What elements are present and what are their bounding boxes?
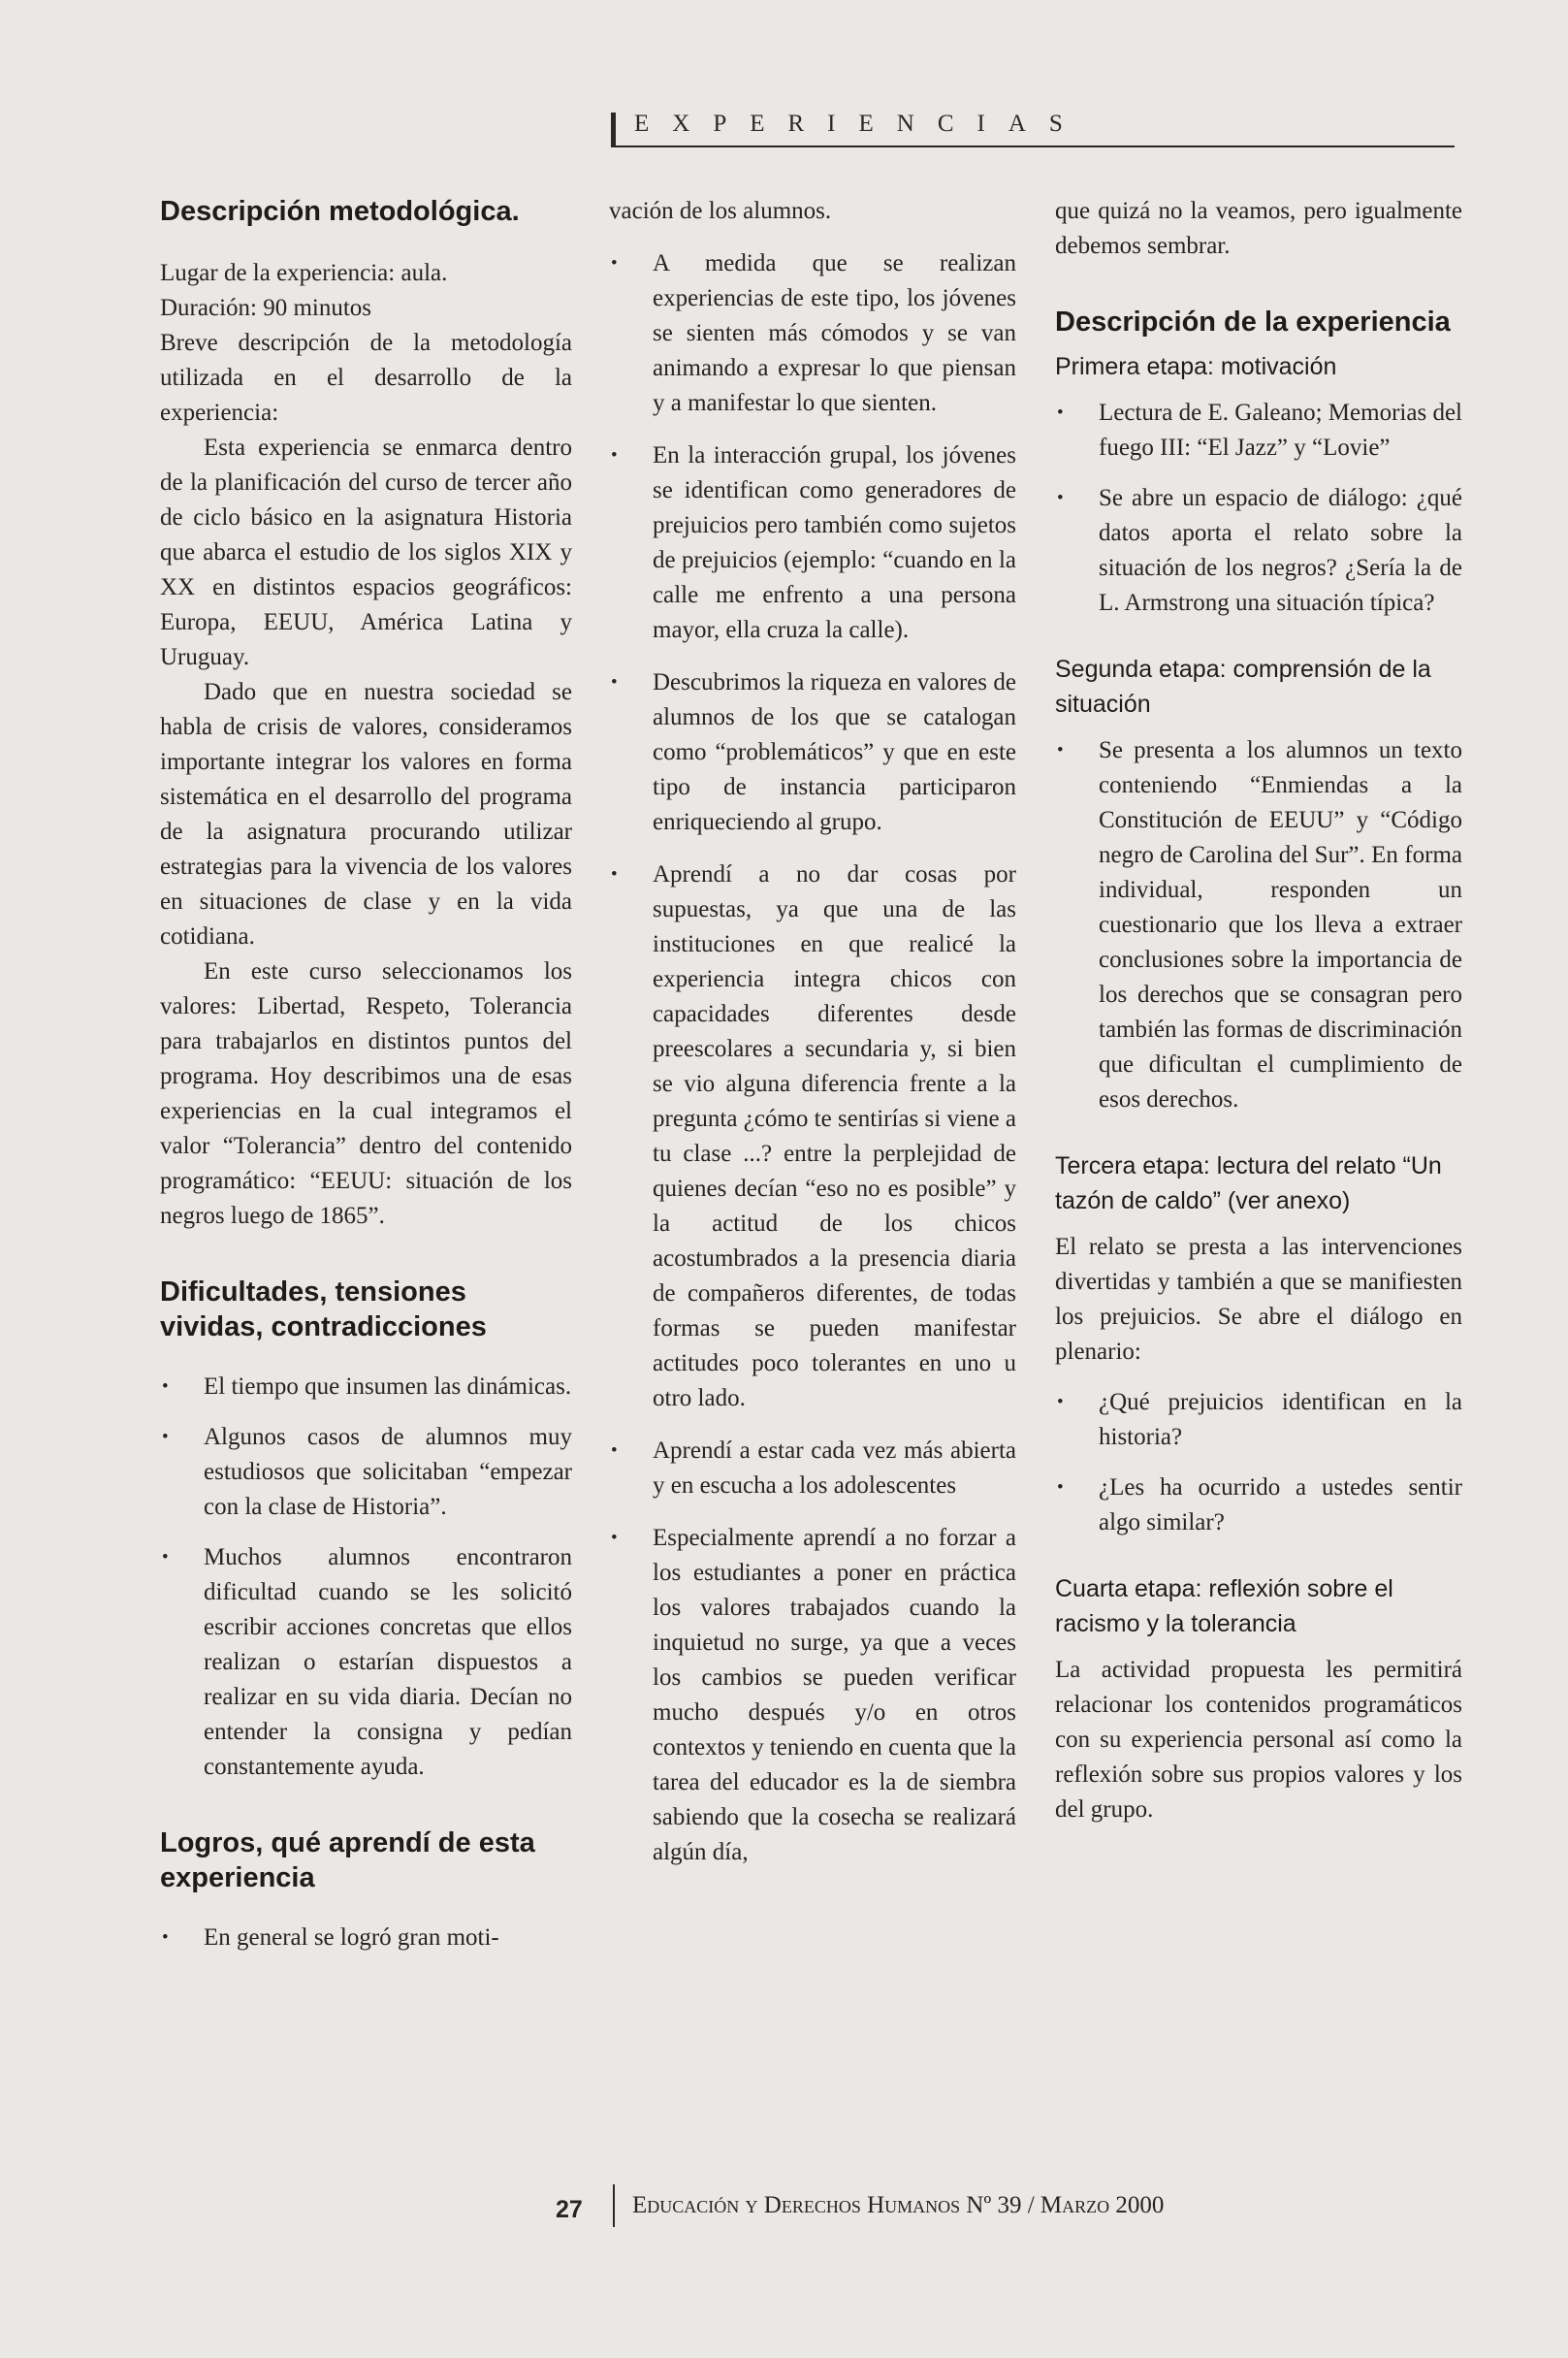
meta-duracion: Duración: 90 minutos bbox=[160, 295, 372, 321]
heading-dificultades: Dificultades, tensiones vividas, contradicciones bbox=[160, 1276, 487, 1342]
stage-2-title: Segunda etapa: comprensión de la situación bbox=[1055, 656, 1431, 718]
stage-1-list bbox=[1055, 396, 1462, 621]
meta-lugar: Lugar de la experiencia: aula. bbox=[160, 260, 448, 286]
list-item: • A medida que se realizan experiencias de este tipo, los jóvenes se sienten más cómodos y se van animando a expresar lo que piensan y a manifestar lo que sienten. bbox=[609, 246, 1016, 421]
list-item: • Aprendí a no dar cosas por supuestas, ya que una de las instituciones en que realicé la experiencia integra chicos con capacidades diferentes desde preescolares a secundaria y, si bien se vio alguna diferencia frente a la pregunta ¿cómo te sentirías si viene a tu clase ...? entre la perplejidad de quienes decían “eso no es posible” y la actitud de los chicos acostumbrados a la presencia diaria de compañeros diferentes, de todas formas se pueden manifestar actitudes poco tolerantes en uno u otro lado. bbox=[609, 857, 1016, 1416]
achievements-list bbox=[160, 1921, 572, 1955]
stage-3-list bbox=[1055, 1385, 1462, 1540]
stage-1-title: Primera etapa: motivación bbox=[1055, 353, 1337, 380]
heading-descripcion-experiencia: Descripción de la experiencia bbox=[1055, 307, 1451, 338]
list-item: • El tiempo que insumen las dinámicas. bbox=[160, 1370, 572, 1405]
column-1 bbox=[160, 194, 572, 1955]
list-item: • Algunos casos de alumnos muy estudiosos que solicitaban “empezar con la clase de Historia”. bbox=[160, 1420, 572, 1525]
difficulties-list bbox=[160, 1370, 572, 1785]
list-item: • Muchos alumnos encontraron dificultad cuando se les solicitó escribir acciones concretas que ellos realizan o estarían dispuestos a realizar en su vida diaria. Decían no entender la consigna y pedían constantemente ayuda. bbox=[160, 1540, 572, 1785]
stage-3-text: El relato se presta a las intervenciones divertidas y también a que se manifiesten los prejuicios. Se abre el diálogo en plenario: bbox=[1055, 1234, 1462, 1365]
meta-breve-descripcion: Breve descripción de la metodología utilizada en el desarrollo de la experiencia: bbox=[160, 330, 572, 426]
list-item: • Especialmente aprendí a no forzar a los estudiantes a poner en práctica los valores trabajados cuando la inquietud no surge, ya que a veces los cambios se pueden verificar mucho después y/o en otros contextos y teniendo en cuenta que la tarea del educador es la de siembra sabiendo que la cosecha se realizará algún día, bbox=[609, 1521, 1016, 1870]
column-3 bbox=[1055, 194, 1462, 1827]
paragraph: En este curso seleccionamos los valores: Libertad, Respeto, Tolerancia para trabajarlos en distintos puntos del programa. Hoy describimos una de esas experiencias en la cual integramos el valor “Tolerancia” dentro del contenido programático: “EEUU: situación de los negros luego de 1865”. bbox=[160, 958, 572, 1229]
stage-4-title: Cuarta etapa: reflexión sobre el racismo y la tolerancia bbox=[1055, 1575, 1393, 1637]
list-item: • Se abre un espacio de diálogo: ¿qué datos aporta el relato sobre la situación de los negros? ¿Sería la de L. Armstrong una situación típica? bbox=[1055, 481, 1462, 621]
header-rule-mark bbox=[611, 113, 616, 147]
footer-divider bbox=[613, 2184, 615, 2227]
column-2 bbox=[609, 194, 1016, 1870]
stage-3-title: Tercera etapa: lectura del relato “Un tazón de caldo” (ver anexo) bbox=[1055, 1152, 1442, 1214]
achievements-list-continued bbox=[609, 246, 1016, 1870]
list-item: • Descubrimos la riqueza en valores de alumnos de los que se catalogan como “problemáticos” y que en este tipo de instancia participaron enriqueciendo al grupo. bbox=[609, 665, 1016, 840]
list-item: • Aprendí a estar cada vez más abierta y en escucha a los adolescentes bbox=[609, 1434, 1016, 1503]
list-item: • En la interacción grupal, los jóvenes se identifican como generadores de prejuicios pero también como sujetos de prejuicios (ejemplo: “cuando en la calle me enfrento a una persona mayor, ella cruza la calle). bbox=[609, 438, 1016, 648]
list-item: • En general se logró gran moti- bbox=[160, 1921, 572, 1955]
heading-logros: Logros, qué aprendí de esta experiencia bbox=[160, 1827, 535, 1893]
continued-text: que quizá no la veamos, pero igualmente debemos sembrar. bbox=[1055, 198, 1462, 259]
page-footer bbox=[543, 2184, 1319, 2233]
stage-4-text: La actividad propuesta les permitirá relacionar los contenidos programáticos con su experiencia personal así como la reflexión sobre sus propios valores y los del grupo. bbox=[1055, 1657, 1462, 1823]
paragraph: Esta experiencia se enmarca dentro de la planificación del curso de tercer año de ciclo básico en la asignatura Historia que abarca el estudio de los siglos XIX y XX en distintos espacios geográficos: Europa, EEUU, América Latina y Uruguay. bbox=[160, 435, 572, 670]
running-header bbox=[611, 105, 1455, 147]
list-item: • Se presenta a los alumnos un texto conteniendo “Enmiendas a la Constitución de EEUU” y “Código negro de Carolina del Sur”. En forma individual, responden un cuestionario que los lleva a extraer conclusiones sobre la importancia de los derechos que se consagran pero también las formas de discriminación que dificultan el cumplimiento de esos derechos. bbox=[1055, 733, 1462, 1117]
stage-2-list bbox=[1055, 733, 1462, 1117]
paragraph: Dado que en nuestra sociedad se habla de crisis de valores, consideramos importante integrar los valores en forma sistemática en el desarrollo del programa de la asignatura procurando utilizar estrategias para la vivencia de los valores en situaciones de clase y en la vida cotidiana. bbox=[160, 679, 572, 950]
heading-descripcion-metodologica: Descripción metodológica. bbox=[160, 196, 520, 227]
page-number: 27 bbox=[556, 2196, 583, 2223]
section-title: EXPERIENCIAS bbox=[634, 111, 1086, 137]
publication-title: Educación y Derechos Humanos Nº 39 / Marzo 2000 bbox=[632, 2192, 1165, 2218]
continued-text: vación de los alumnos. bbox=[609, 198, 832, 224]
list-item: • ¿Qué prejuicios identifican en la historia? bbox=[1055, 1385, 1462, 1455]
list-item: • ¿Les ha ocurrido a ustedes sentir algo similar? bbox=[1055, 1470, 1462, 1540]
list-item: • Lectura de E. Galeano; Memorias del fuego III: “El Jazz” y “Lovie” bbox=[1055, 396, 1462, 466]
